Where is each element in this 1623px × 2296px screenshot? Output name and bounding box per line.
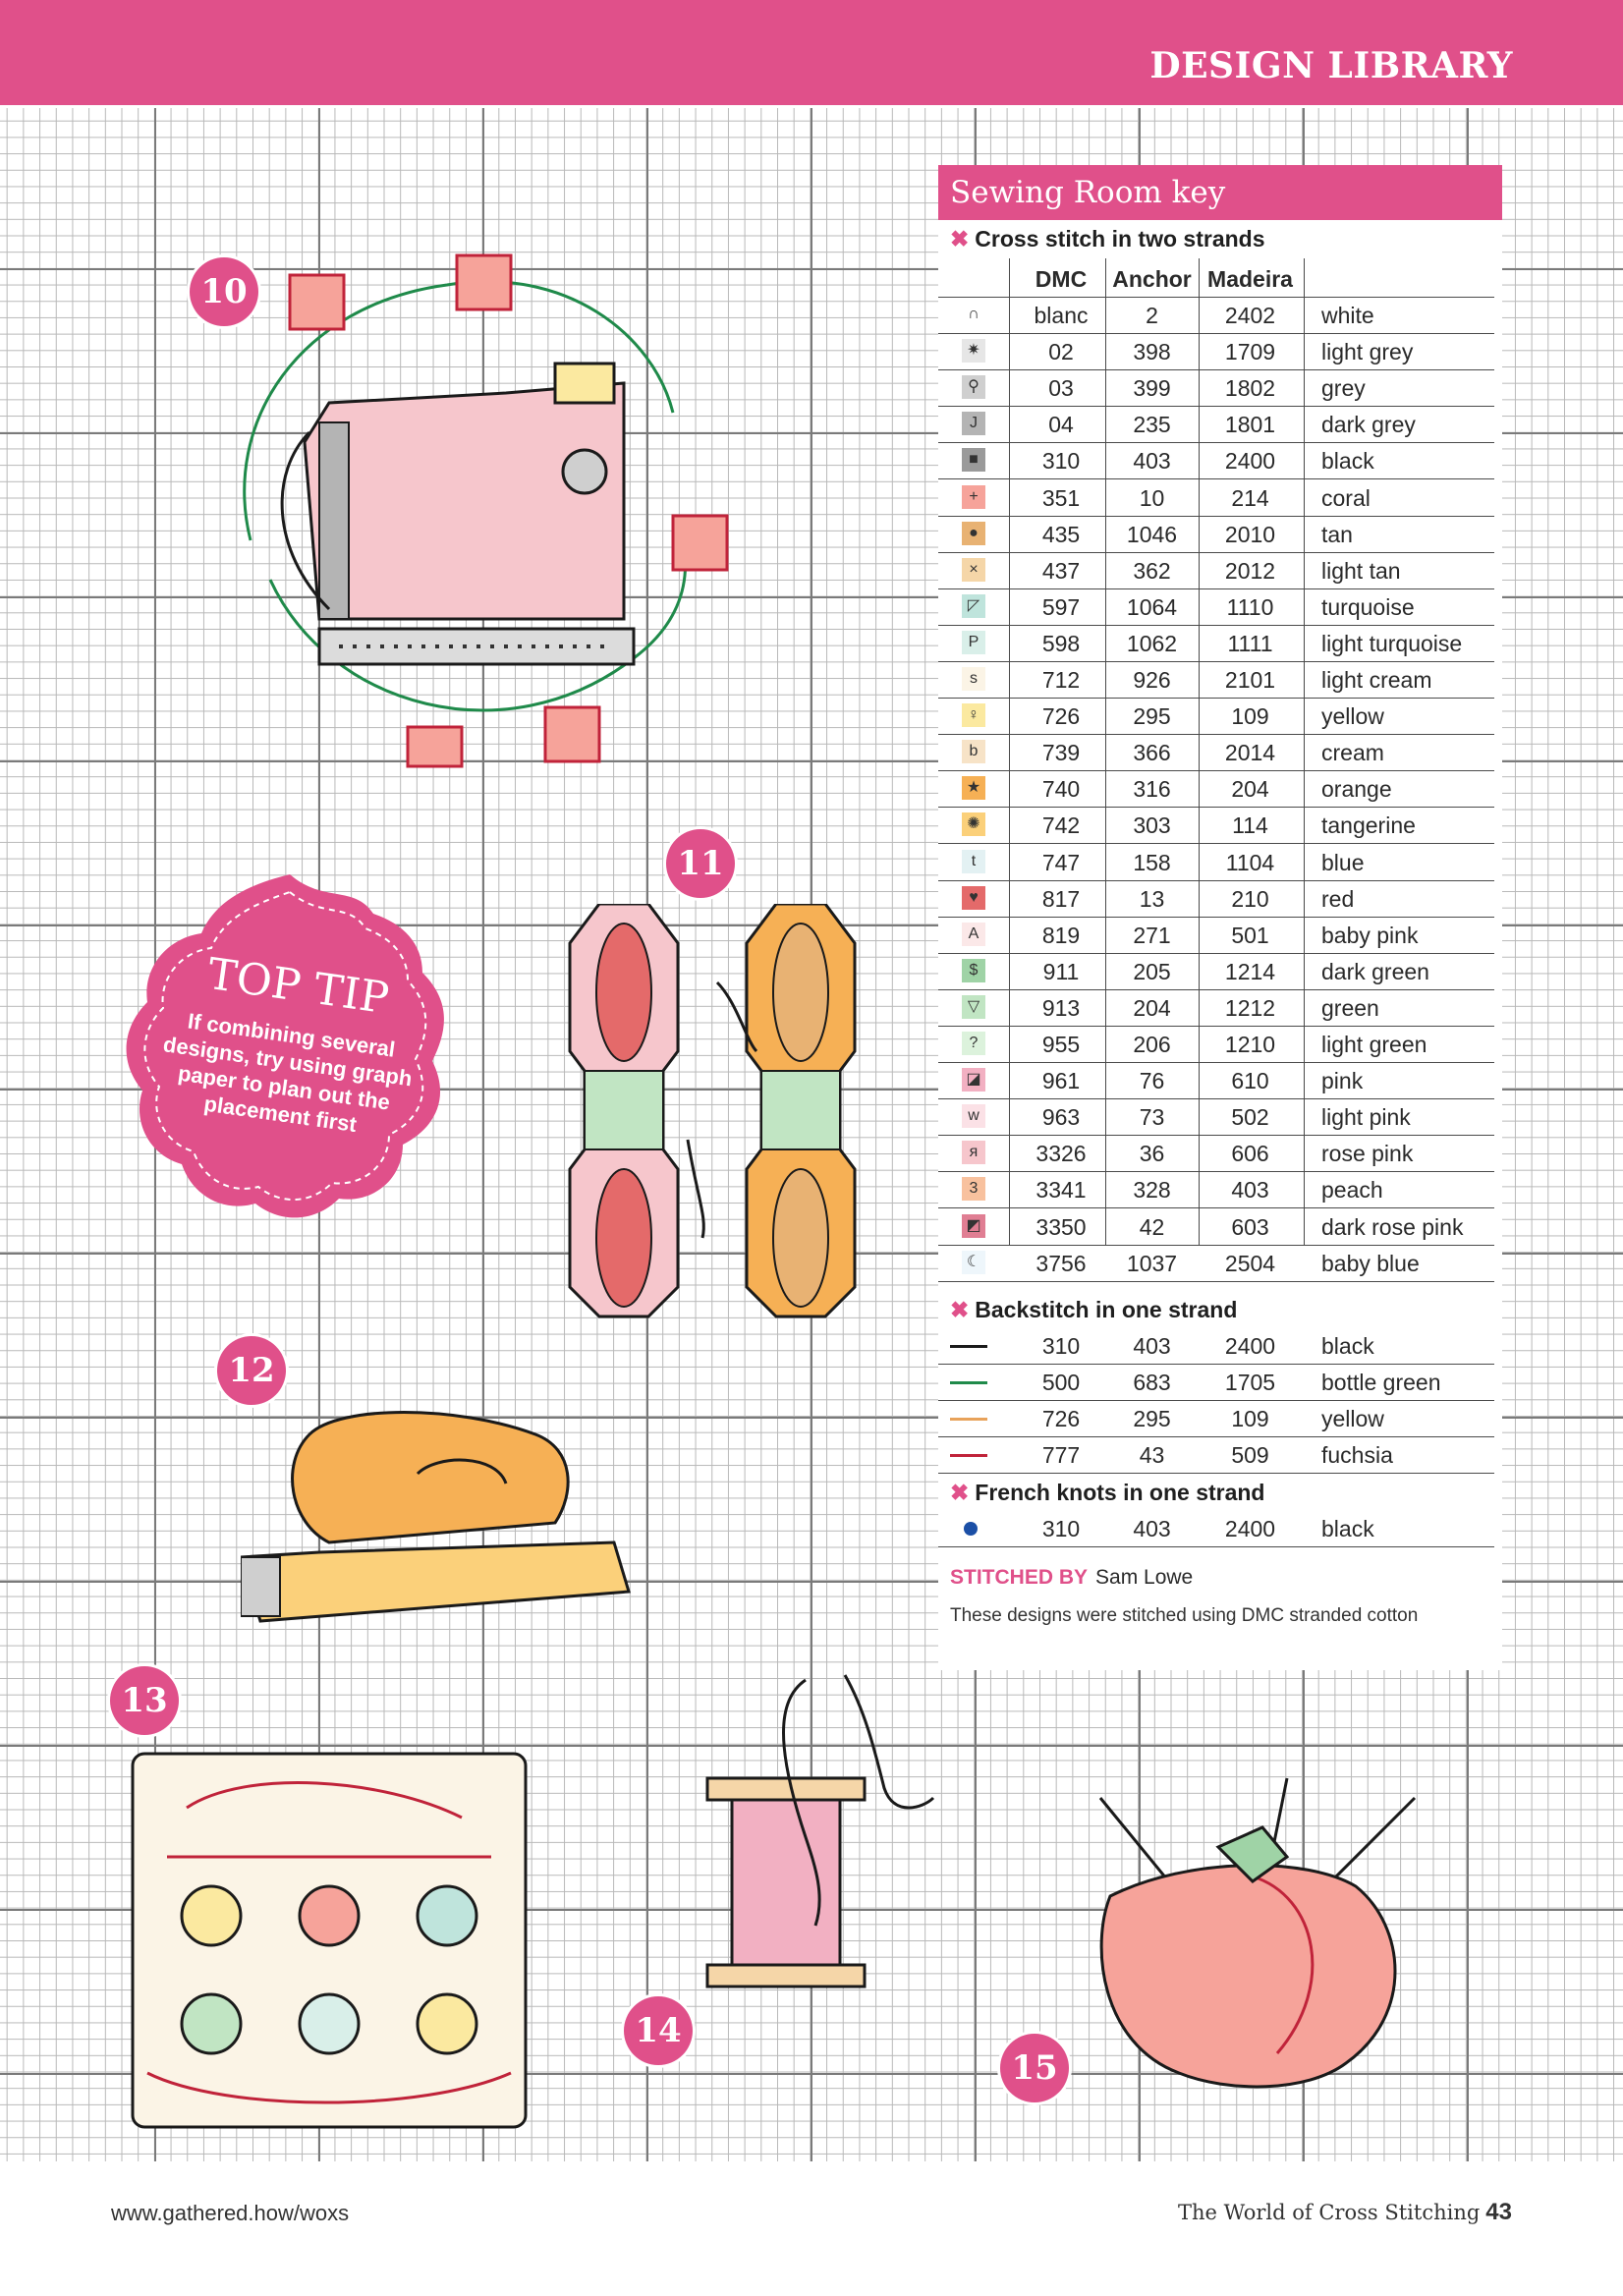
stitched-by-credit: STITCHED BY Sam Lowe (950, 1566, 1194, 1589)
thread-name: light grey (1321, 339, 1414, 365)
thread-madeira: 1214 (1224, 958, 1276, 984)
madeira-column-header: Madeira (1207, 266, 1293, 292)
key-row (938, 1062, 1494, 1099)
thread-symbol-icon: я (962, 1141, 985, 1164)
key-row (938, 588, 1494, 626)
key-row (938, 297, 1494, 334)
backstitch-line-icon (950, 1454, 987, 1457)
thread-madeira: 2400 (1224, 1516, 1276, 1541)
thread-dmc: 598 (1041, 630, 1081, 656)
thread-dmc: 819 (1041, 922, 1081, 948)
thread-symbol-icon: ∩ (962, 303, 985, 326)
thread-dmc: 02 (1048, 339, 1074, 365)
thread-anchor: 1062 (1126, 630, 1178, 656)
thread-anchor: 205 (1133, 958, 1171, 984)
cross-icon: ✖ (950, 226, 970, 252)
top-tip-callout (108, 865, 472, 1228)
key-row (938, 989, 1494, 1027)
key-row (938, 698, 1494, 735)
thread-name: pink (1321, 1068, 1364, 1094)
thread-dmc: 726 (1041, 1406, 1081, 1432)
thread-madeira: 214 (1231, 484, 1269, 511)
thread-madeira: 603 (1231, 1213, 1269, 1240)
thread-symbol-icon: A (962, 923, 985, 946)
thread-name: bottle green (1321, 1370, 1441, 1396)
key-row (938, 333, 1494, 370)
key-row (938, 917, 1494, 954)
thread-name: light turquoise (1321, 630, 1463, 656)
key-row (938, 1327, 1494, 1365)
thread-symbol-icon: ● (962, 522, 985, 545)
key-row (938, 1436, 1494, 1474)
top-tip-title: TOP TIP (204, 948, 392, 1025)
thread-anchor: 235 (1133, 412, 1171, 438)
thread-dmc: 742 (1041, 812, 1081, 839)
thread-symbol-icon: $ (962, 959, 985, 982)
key-row (938, 1400, 1494, 1437)
french-knot-dot-icon (964, 1522, 978, 1536)
thread-name: light green (1321, 1032, 1427, 1057)
thread-anchor: 36 (1139, 1141, 1165, 1167)
thread-name: tan (1321, 521, 1353, 547)
thread-madeira: 610 (1231, 1068, 1269, 1094)
section-title: DESIGN LIBRARY (1149, 45, 1513, 86)
thread-anchor: 316 (1133, 776, 1171, 803)
key-row (938, 1135, 1494, 1172)
thread-madeira: 509 (1231, 1442, 1269, 1469)
thread-madeira: 403 (1231, 1177, 1269, 1204)
key-row (938, 844, 1494, 881)
sewing-room-key-panel (938, 165, 1502, 1670)
thread-symbol-icon: s (962, 667, 985, 691)
thread-madeira: 114 (1232, 812, 1268, 839)
thread-madeira: 2400 (1224, 448, 1276, 475)
thread-anchor: 366 (1133, 740, 1171, 766)
thread-name: fuchsia (1321, 1442, 1393, 1469)
thread-madeira: 2504 (1224, 1250, 1276, 1276)
thread-anchor: 303 (1133, 812, 1171, 839)
thread-name: light cream (1321, 667, 1432, 693)
thread-madeira: 2402 (1224, 303, 1276, 328)
thread-anchor: 362 (1133, 557, 1171, 584)
thread-anchor: 403 (1133, 1516, 1171, 1541)
thread-name: tangerine (1321, 812, 1416, 839)
thread-name: dark grey (1321, 412, 1416, 438)
page-number: 43 (1485, 2199, 1512, 2225)
thread-dmc: 3326 (1035, 1141, 1087, 1167)
thread-symbol-icon: ◸ (962, 594, 985, 618)
thread-anchor: 10 (1139, 484, 1165, 511)
backstitch-section-heading: ✖ Backstitch in one strand (950, 1297, 1238, 1322)
thread-anchor: 403 (1133, 1333, 1171, 1359)
thread-anchor: 271 (1133, 922, 1171, 948)
thread-symbol-icon: 3 (962, 1177, 985, 1201)
french-knots-section-heading: ✖ French knots in one strand (950, 1480, 1265, 1505)
thread-madeira: 2012 (1224, 557, 1276, 584)
key-row (938, 1208, 1494, 1246)
thread-dmc: 739 (1041, 740, 1081, 766)
key-column-header-row (938, 260, 1494, 298)
thread-anchor: 1037 (1126, 1250, 1178, 1276)
thread-madeira: 1104 (1225, 849, 1275, 875)
thread-madeira: 210 (1231, 885, 1269, 912)
thread-symbol-icon: ■ (962, 448, 985, 472)
thread-dmc: 747 (1041, 849, 1081, 875)
thread-anchor: 204 (1133, 994, 1171, 1021)
cross-icon: ✖ (950, 1297, 970, 1322)
thread-dmc: 310 (1041, 448, 1081, 475)
key-row (938, 442, 1494, 479)
dmc-column-header: DMC (1035, 266, 1088, 292)
thread-madeira: 2010 (1224, 521, 1276, 547)
thread-anchor: 926 (1133, 667, 1171, 693)
website-url[interactable]: www.gathered.how/woxs (111, 2201, 350, 2225)
thread-anchor: 73 (1139, 1104, 1165, 1131)
thread-symbol-icon: ✷ (962, 339, 985, 363)
key-row (938, 406, 1494, 443)
thread-dmc: 597 (1041, 593, 1081, 620)
thread-name: light pink (1321, 1104, 1411, 1131)
thread-symbol-icon: w (962, 1104, 985, 1128)
thread-madeira: 204 (1231, 776, 1269, 803)
backstitch-line-icon (950, 1381, 987, 1384)
thread-symbol-icon: b (962, 740, 985, 763)
tape-measure-design (241, 1405, 634, 1641)
thread-symbol-icon: ◪ (962, 1068, 985, 1092)
thread-dmc: 817 (1041, 885, 1081, 912)
thread-madeira: 501 (1231, 922, 1269, 948)
thread-dmc: 435 (1041, 521, 1081, 547)
cross-stitch-section-heading: ✖ Cross stitch in two strands (950, 226, 1265, 252)
thread-anchor: 295 (1133, 703, 1171, 730)
key-title: Sewing Room key (938, 165, 1502, 220)
thread-name: peach (1321, 1177, 1383, 1204)
design-number-badge: 13 (110, 1666, 179, 1735)
thread-dmc: 963 (1041, 1104, 1081, 1131)
thread-madeira: 2101 (1224, 667, 1276, 693)
thread-madeira: 502 (1231, 1104, 1269, 1131)
thread-symbol-icon: t (962, 850, 985, 873)
thread-name: dark green (1321, 958, 1429, 984)
magazine-footer: The World of Cross Stitching 43 (1177, 2199, 1512, 2225)
thread-name: yellow (1321, 1406, 1384, 1432)
thread-symbol-icon: P (962, 631, 985, 654)
key-row (938, 661, 1494, 699)
thread-anchor: 399 (1133, 375, 1171, 402)
thread-symbol-icon: ⚲ (962, 375, 985, 399)
top-tip-body: If combining several designs, try using graph paper to plan out the placement first (161, 1008, 415, 1138)
thread-name: dark rose pink (1321, 1213, 1464, 1240)
thread-skeins-design (550, 904, 884, 1326)
thread-anchor: 683 (1133, 1370, 1171, 1396)
thread-madeira: 1212 (1224, 994, 1276, 1021)
thread-dmc: 310 (1041, 1516, 1081, 1541)
thread-madeira: 1709 (1224, 339, 1276, 365)
thread-madeira: 2014 (1224, 740, 1276, 766)
backstitch-line-icon (950, 1345, 987, 1348)
backstitch-line-icon (950, 1418, 987, 1421)
page-header (0, 0, 1623, 105)
key-row (938, 552, 1494, 589)
thread-note: These designs were stitched using DMC stranded cotton (950, 1605, 1419, 1626)
thread-dmc: 777 (1041, 1442, 1081, 1469)
thread-name: yellow (1321, 703, 1384, 730)
thread-anchor: 295 (1133, 1406, 1171, 1432)
cross-icon: ✖ (950, 1480, 970, 1505)
key-row (938, 880, 1494, 918)
thread-name: baby pink (1321, 922, 1419, 948)
thread-name: blue (1321, 849, 1365, 875)
thread-dmc: 3341 (1035, 1177, 1087, 1204)
thread-dmc: 712 (1041, 667, 1081, 693)
thread-anchor: 398 (1133, 339, 1171, 365)
thread-name: black (1321, 1516, 1374, 1541)
thread-symbol-icon: + (962, 485, 985, 509)
thread-dmc: 310 (1041, 1333, 1081, 1359)
thread-madeira: 606 (1231, 1141, 1269, 1167)
design-number-badge: 15 (1000, 2034, 1069, 2102)
key-row (938, 1245, 1494, 1282)
thread-anchor: 43 (1139, 1442, 1165, 1469)
thread-spool-design (688, 1670, 943, 2004)
thread-dmc: 3756 (1035, 1250, 1087, 1276)
pincushion-design (1071, 1759, 1434, 2112)
key-row (938, 1098, 1494, 1136)
design-number-badge: 10 (190, 257, 258, 326)
thread-dmc: 740 (1041, 776, 1081, 803)
thread-symbol-icon: ♀ (962, 703, 985, 727)
thread-dmc: 911 (1042, 958, 1080, 984)
thread-madeira: 1705 (1224, 1370, 1276, 1396)
thread-dmc: 04 (1048, 412, 1074, 438)
thread-name: white (1321, 303, 1374, 328)
key-row (938, 807, 1494, 844)
thread-symbol-icon: ✺ (962, 812, 985, 836)
thread-dmc: 726 (1041, 703, 1081, 730)
thread-madeira: 2400 (1224, 1333, 1276, 1359)
thread-symbol-icon: ▽ (962, 995, 985, 1019)
key-row (938, 953, 1494, 990)
thread-anchor: 1064 (1126, 593, 1178, 620)
key-row (938, 1364, 1494, 1401)
thread-madeira: 1210 (1224, 1032, 1276, 1057)
thread-madeira: 109 (1231, 703, 1269, 730)
thread-name: black (1321, 448, 1374, 475)
thread-symbol-icon: ♥ (962, 886, 985, 910)
thread-anchor: 1046 (1126, 521, 1178, 547)
design-number-badge: 12 (217, 1336, 286, 1405)
thread-madeira: 109 (1231, 1406, 1269, 1432)
sewing-machine-design (211, 246, 761, 796)
thread-dmc: 955 (1041, 1032, 1081, 1057)
thread-name: coral (1321, 484, 1371, 511)
thread-symbol-icon: ? (962, 1032, 985, 1055)
thread-anchor: 328 (1133, 1177, 1171, 1204)
thread-name: cream (1321, 740, 1384, 766)
thread-name: grey (1321, 375, 1366, 402)
key-row (938, 734, 1494, 771)
thread-name: baby blue (1321, 1250, 1420, 1276)
thread-symbol-icon: J (962, 412, 985, 435)
key-row (938, 625, 1494, 662)
buttons-card-design (128, 1749, 531, 2142)
thread-symbol-icon: ★ (962, 776, 985, 800)
thread-name: light tan (1321, 557, 1401, 584)
thread-name: red (1321, 885, 1355, 912)
anchor-column-header: Anchor (1112, 266, 1192, 292)
thread-dmc: 437 (1041, 557, 1081, 584)
thread-anchor: 76 (1139, 1068, 1165, 1094)
thread-symbol-icon: × (962, 558, 985, 582)
key-row (938, 516, 1494, 553)
thread-anchor: 13 (1139, 885, 1165, 912)
thread-anchor: 206 (1133, 1032, 1171, 1057)
thread-dmc: 3350 (1035, 1213, 1087, 1240)
thread-name: orange (1321, 776, 1392, 803)
key-row (938, 770, 1494, 808)
thread-name: black (1321, 1333, 1374, 1359)
key-row (938, 1026, 1494, 1063)
thread-dmc: 913 (1041, 994, 1081, 1021)
thread-symbol-icon: ◩ (962, 1214, 985, 1238)
thread-dmc: blanc (1034, 303, 1089, 328)
thread-dmc: 961 (1041, 1068, 1081, 1094)
thread-symbol-icon: ☾ (962, 1251, 985, 1274)
thread-madeira: 1111 (1227, 630, 1273, 656)
key-row (938, 1510, 1494, 1547)
thread-anchor: 158 (1133, 849, 1171, 875)
key-row (938, 479, 1494, 517)
design-number-badge: 14 (624, 1996, 693, 2065)
design-number-badge: 11 (666, 829, 735, 898)
key-row (938, 1171, 1494, 1208)
key-row (938, 369, 1494, 407)
thread-madeira: 1110 (1226, 593, 1274, 620)
thread-dmc: 500 (1041, 1370, 1081, 1396)
thread-anchor: 42 (1139, 1213, 1165, 1240)
thread-madeira: 1801 (1224, 412, 1276, 438)
thread-dmc: 03 (1048, 375, 1074, 402)
thread-name: turquoise (1321, 593, 1415, 620)
thread-dmc: 351 (1041, 484, 1081, 511)
thread-anchor: 2 (1146, 303, 1158, 328)
thread-anchor: 403 (1133, 448, 1171, 475)
thread-madeira: 1802 (1224, 375, 1276, 402)
thread-name: green (1321, 994, 1379, 1021)
thread-name: rose pink (1321, 1141, 1414, 1167)
